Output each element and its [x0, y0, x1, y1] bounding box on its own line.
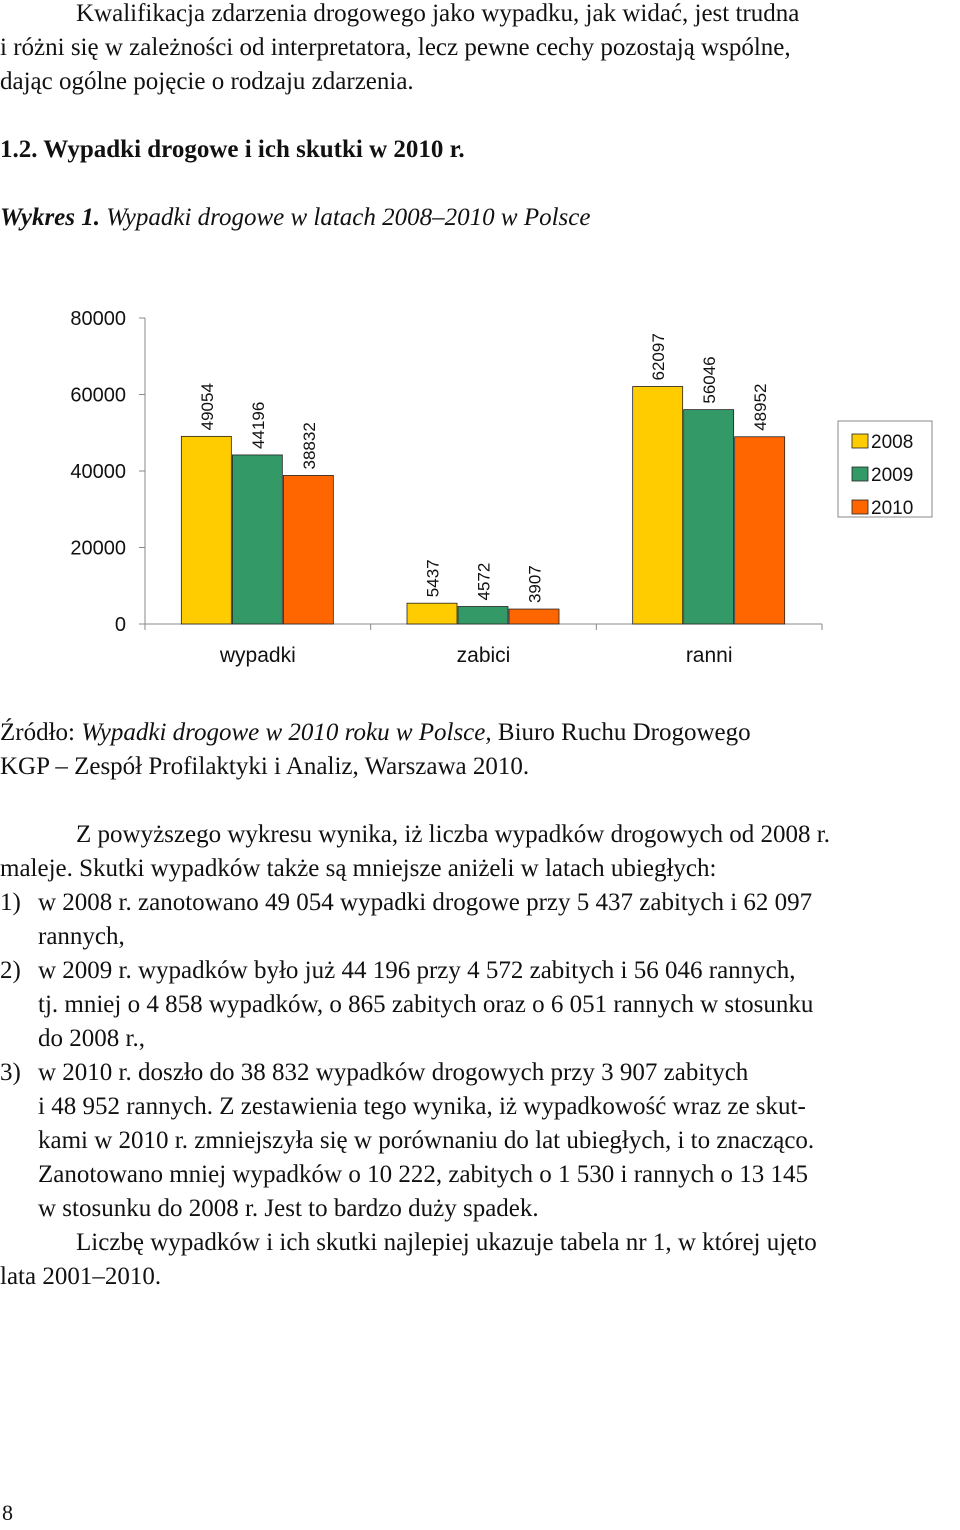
figure-caption-label: Wykres 1.	[0, 204, 100, 231]
y-tick-label: 0	[114, 614, 126, 636]
body-p2-line-1: Liczbę wypadków i ich skutki najlepiej ukazuje tabela nr 1, w której ujęto	[76, 1229, 817, 1256]
data-label: 49054	[197, 383, 217, 431]
list-marker-1: 1)	[0, 889, 21, 916]
y-tick-label: 20000	[70, 537, 126, 560]
source-title: Wypadki drogowe w 2010 roku w Polsce,	[81, 719, 492, 746]
intro-line-1: Kwalifikacja zdarzenia drogowego jako wypadku, jak widać, jest trudna	[76, 0, 800, 27]
legend-label: 2010	[871, 498, 914, 519]
list-item-2-line-3: do 2008 r.,	[38, 1025, 145, 1052]
legend-label: 2008	[871, 432, 914, 453]
figure-caption	[0, 201, 590, 235]
list-item-2-line-2: tj. mniej o 4 858 wypadków, o 865 zabitych oraz o 6 051 rannych w stosunku	[38, 991, 814, 1018]
data-label: 56046	[700, 356, 720, 404]
bar	[458, 607, 508, 624]
data-label: 62097	[649, 333, 669, 381]
list-item-3-line-1: w 2010 r. doszło do 38 832 wypadków drogowych przy 3 907 zabitych	[38, 1059, 749, 1086]
list-item-1-line-2: rannych,	[38, 923, 125, 950]
x-category-label: ranni	[685, 644, 733, 667]
bar	[735, 437, 785, 624]
bar-chart	[0, 290, 960, 690]
figure-caption-title: Wypadki drogowe w latach 2008–2010 w Polsce	[106, 204, 591, 231]
x-category-label: zabici	[456, 644, 511, 667]
intro-line-3: dając ogólne pojęcie o rodzaju zdarzenia.	[0, 68, 414, 95]
data-label: 4572	[474, 562, 494, 601]
y-tick-label: 60000	[70, 384, 126, 407]
list-item-2-line-1: w 2009 r. wypadków było już 44 196 przy 4 572 zabitych i 56 046 rannych,	[38, 957, 796, 984]
bar	[283, 475, 333, 624]
list-item-3-line-2: i 48 952 rannych. Z zestawienia tego wynika, iż wypadkowość wraz ze skut-	[38, 1093, 806, 1120]
list-item-3-line-5: w stosunku do 2008 r. Jest to bardzo duży spadek.	[38, 1195, 539, 1222]
intro-line-2: i różni się w zależności od interpretatora, lecz pewne cechy pozostają wspólne,	[0, 34, 791, 61]
list-item-1-line-1: w 2008 r. zanotowano 49 054 wypadki drogowe przy 5 437 zabitych i 62 097	[38, 889, 813, 916]
x-category-label: wypadki	[219, 644, 296, 667]
body-p2-line-2: lata 2001–2010.	[0, 1263, 162, 1290]
section-heading: 1.2. Wypadki drogowe i ich skutki w 2010 r.	[0, 136, 465, 163]
bar	[509, 609, 559, 624]
source-line-2: KGP – Zespół Profilaktyki i Analiz, Warszawa 2010.	[0, 753, 530, 780]
data-label: 48952	[751, 383, 771, 431]
bar	[684, 410, 734, 624]
list-marker-3: 3)	[0, 1059, 21, 1086]
body-p1-line-1: Z powyższego wykresu wynika, iż liczba wypadków drogowych od 2008 r.	[76, 821, 830, 848]
legend-swatch	[852, 467, 868, 481]
data-label: 38832	[299, 422, 319, 470]
y-tick-label: 80000	[70, 308, 126, 330]
data-label: 44196	[248, 401, 268, 449]
legend-label: 2009	[871, 465, 914, 486]
bar	[232, 455, 282, 624]
list-item-3-line-4: Zanotowano mniej wypadków o 10 222, zabitych o 1 530 i rannych o 13 145	[38, 1161, 808, 1188]
legend-swatch	[852, 434, 868, 448]
source-prefix: Źródło:	[0, 719, 82, 746]
list-item-3-line-3: kami w 2010 r. zmniejszyła się w porównaniu do lat ubiegłych, i to znacząco.	[38, 1127, 815, 1154]
bar	[633, 386, 683, 624]
data-label: 3907	[525, 565, 545, 604]
list-marker-2: 2)	[0, 957, 21, 984]
source-line-1	[0, 716, 956, 750]
page-number: 8	[2, 1500, 13, 1525]
legend-swatch	[852, 500, 868, 514]
bar	[181, 436, 231, 624]
source-rest: Biuro Ruchu Drogowego	[491, 719, 751, 746]
bar	[407, 603, 457, 624]
y-tick-label: 40000	[70, 461, 126, 483]
body-p1-line-2: maleje. Skutki wypadków także są mniejsze aniżeli w latach ubiegłych:	[0, 855, 717, 882]
data-label: 5437	[423, 559, 443, 598]
